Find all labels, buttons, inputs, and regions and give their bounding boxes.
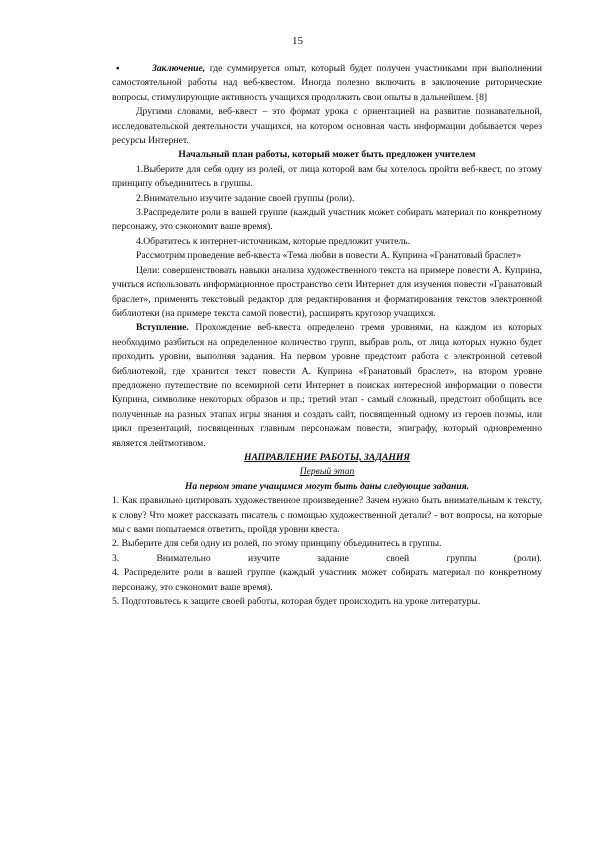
page-number: 15 xyxy=(292,35,303,47)
summary-paragraph: Другими словами, веб-квест – это формат урока с ориентацией на развитие познавательной, исследовательской деятельности учащихся, на котором основная часть информации добывается через ресурсы Интернет. xyxy=(112,106,542,147)
task-3 xyxy=(112,552,542,566)
plan-item-4: 4.Обратитесь к интернет-источникам, которые предложит учитель. xyxy=(136,235,410,247)
task-3-word: (роли). xyxy=(513,552,542,564)
task-3-word: Внимательно xyxy=(156,552,211,564)
task-2: 2. Выберите для себя одну из ролей, по этому принципу объединитесь в группы. xyxy=(112,538,442,550)
task-3-word: задание xyxy=(317,552,349,564)
task-4: 4. Распределите роли в вашей группе (каждый участник может собирать материал по конкретному персонажу, это сэкономит ваше время). xyxy=(112,567,542,593)
conclusion-paragraph xyxy=(112,62,542,105)
task-5: 5. Подготовьтесь к защите своей работы, которая будет происходить на уроке литературы. xyxy=(112,596,481,608)
bullet-icon: ▪ xyxy=(116,63,120,74)
plan-heading: Начальный план работы, который может быть предложен учителем xyxy=(178,149,476,161)
task-3-word: группы xyxy=(446,552,477,564)
stage-intro: На первом этапе учащимся могут быть даны следующие задания. xyxy=(184,480,470,492)
consider-paragraph: Рассмотрим проведение веб-квеста «Тема любви в повести А. Куприна «Гранатовый браслет» xyxy=(136,250,522,262)
task-3-word: изучите xyxy=(247,552,280,564)
plan-item-3: 3.Распределите роли в вашей группе (каждый участник может собирать материал по конкретному персонажу, это сэкономит ваше время). xyxy=(112,207,542,233)
intro-text: Прохождение веб-квеста определено тремя уровнями, на каждом из которых необходимо разбиться на определенное количество групп, выбрав роль, от лица которых нужно будет проходить уровни, выполняя задания. На первом уровне предстоит работа с электронной сетевой библиотекой, где хранится текст повести А. Куприна «Гранатовый браслет», на втором уровне предложено путешествие по всемирной сети Интернет в поисках интересной информации о повести Куприна, символике некоторых образов и пр.; третий этап - самый сложный, предстоит обобщить все полученные на разных этапах игры знания и создать сайт, посвященный одному из героев поэмы, или цикл презентаций, посвященных главным персонажам повести, эпиграфу, который одновременно является лейтмотивом. xyxy=(112,322,542,449)
intro-term: Вступление. xyxy=(136,322,189,334)
plan-item-2: 2.Внимательно изучите задание своей группы (роли). xyxy=(136,192,355,204)
conclusion-text: где суммируется опыт, который будет получен участниками при выполнении самостоятельной работы над веб-квестом. Иногда полезно включить в заключение риторические вопросы, стимулирующие активность учащихся продолжить свои опыты в дальнейшем. [8] xyxy=(112,63,542,103)
conclusion-term: Заключение, xyxy=(152,63,206,74)
task-3-word: 3. xyxy=(112,552,120,564)
section-title: НАПРАВЛЕНИЕ РАБОТЫ, ЗАДАНИЯ xyxy=(244,451,410,463)
task-1: 1. Как правильно цитировать художественное произведение? Зачем нужно быть внимательным к тексту, к слову? Что может рассказать писатель с помощью художественной детали? - вот вопросы, на которые мы с вами попытаемся ответить, пройдя уровни квеста. xyxy=(112,495,542,535)
page-content xyxy=(112,62,542,609)
task-3-word: своей xyxy=(386,552,410,564)
stage-title: Первый этап xyxy=(299,466,355,478)
plan-item-1: 1.Выберите для себя одну из ролей, от лица которой вам бы хотелось пройти веб-квест, по этому принципу объединитесь в группы. xyxy=(112,163,542,190)
intro-paragraph xyxy=(112,321,542,451)
goals-paragraph: Цели: совершенствовать навыки анализа художественного текста на примере повести А. Куприна, учиться использовать информационное пространство сети Интернет для изучения повести «Гранатовый браслет», применять текстовый редактор для редактирования и форматирования текстов электронной библиотеки (на примере текста самой повести), расширять кругозор учащихся. xyxy=(112,264,542,319)
